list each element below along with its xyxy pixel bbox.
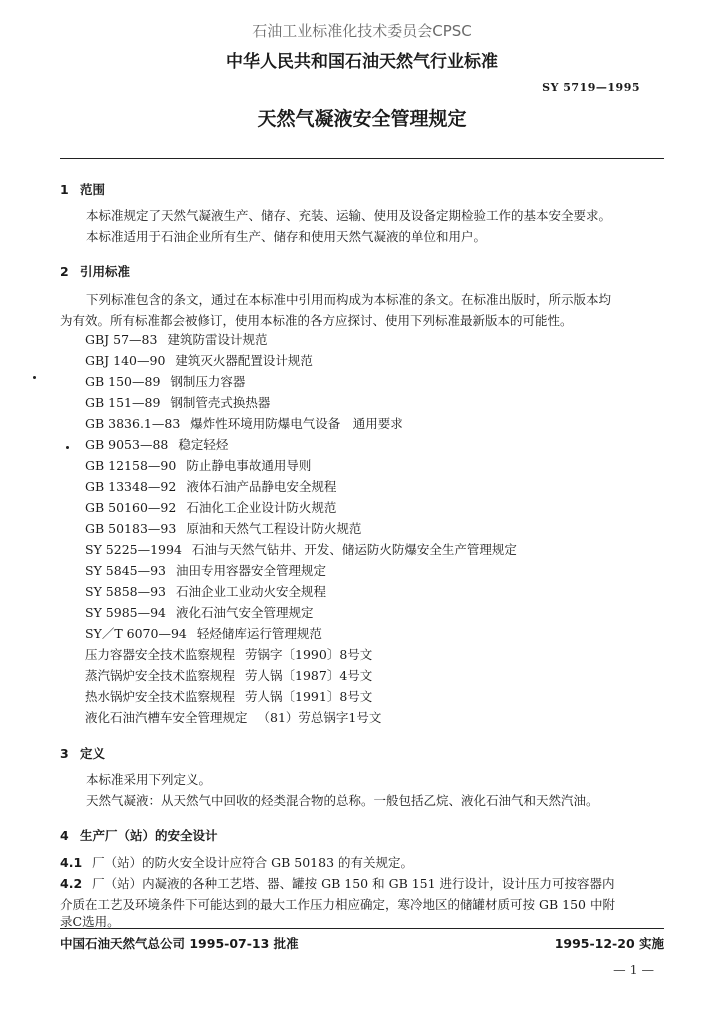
clause-text: 厂（站）内凝液的各种工艺塔、器、罐按 GB 150 和 GB 151 进行设计，设计压力可按容器内 [92, 876, 615, 891]
reference-item: GB 12158—90 防止静电事故通用导则 [85, 458, 312, 473]
section-number: 1 [60, 182, 69, 197]
header-divider [60, 158, 664, 159]
clause-4-2-line-1 [60, 873, 664, 894]
clause-4-1 [60, 852, 664, 873]
section-1-para-2: 本标准适用于石油企业所有生产、储存和使用天然气凝液的单位和用户。 [86, 229, 487, 244]
scan-speck [66, 446, 69, 449]
reference-item: GB 3836.1—83 爆炸性环境用防爆电气设备 通用要求 [85, 416, 403, 431]
section-4-heading [60, 826, 218, 844]
standard-code: SY 5719—1995 [542, 81, 640, 94]
reference-item: SY 5985—94 液化石油气安全管理规定 [85, 605, 314, 620]
reference-item: SY 5225—1994 石油与天然气钻井、开发、储运防火防爆安全生产管理规定 [85, 542, 517, 557]
reference-item: SY 5858—93 石油企业工业动火安全规程 [85, 584, 327, 599]
document-title: 天然气凝液安全管理规定 [257, 108, 467, 130]
section-title: 引用标准 [80, 264, 131, 279]
section-number: 2 [60, 264, 69, 279]
section-title: 定义 [80, 746, 106, 761]
section-3-para-1: 本标准采用下列定义。 [86, 772, 212, 787]
section-1-para-1: 本标准规定了天然气凝液生产、储存、充装、运输、使用及设备定期检验工作的基本安全要求。 [86, 208, 612, 223]
section-number: 3 [60, 746, 69, 761]
clause-number: 4.2 [60, 876, 83, 891]
section-title: 范围 [80, 182, 106, 197]
section-1-heading [60, 180, 105, 198]
reference-item: GB 151—89 钢制管壳式换热器 [85, 395, 271, 410]
reference-item: GB 150—89 钢制压力容器 [85, 374, 246, 389]
section-3-heading [60, 744, 105, 762]
clause-4-2-line-2: 介质在工艺及环境条件下可能达到的最大工作压力相应确定，寒冷地区的储罐材质可按 GB 150 中附 [60, 897, 615, 912]
reference-item: 热水锅炉安全技术监察规程 劳人锅〔1991〕8号文 [85, 689, 373, 704]
section-3-definition: 天然气凝液：从天然气中回收的烃类混合物的总称。一般包括乙烷、液化石油气和天然汽油。 [86, 793, 599, 808]
reference-item: GB 50160—92 石油化工企业设计防火规范 [85, 500, 337, 515]
page-number: — 1 — [613, 962, 654, 977]
reference-item: 蒸汽锅炉安全技术监察规程 劳人锅〔1987〕4号文 [85, 668, 373, 683]
reference-item: SY 5845—93 油田专用容器安全管理规定 [85, 563, 327, 578]
scan-speck [33, 376, 36, 379]
clause-4-2-line-3: 录C选用。 [60, 914, 120, 929]
approval-line: 中国石油天然气总公司 1995-07-13 批准 [60, 936, 299, 951]
reference-item: GBJ 140—90 建筑灭火器配置设计规范 [85, 353, 313, 368]
clause-number: 4.1 [60, 855, 83, 870]
section-title: 生产厂（站）的安全设计 [80, 828, 218, 843]
watermark-header: 石油工业标准化技术委员会CPSC [252, 22, 472, 40]
clause-text: 厂（站）的防火安全设计应符合 GB 50183 的有关规定。 [92, 855, 414, 870]
reference-item: GB 13348—92 液体石油产品静电安全规程 [85, 479, 337, 494]
section-2-heading [60, 262, 130, 280]
reference-item: SY／T 6070—94 轻烃储库运行管理规范 [85, 626, 322, 641]
reference-item: GB 50183—93 原油和天然气工程设计防火规范 [85, 521, 362, 536]
reference-item: 压力容器安全技术监察规程 劳锅字〔1990〕8号文 [85, 647, 373, 662]
effective-date: 1995-12-20 实施 [554, 936, 664, 951]
footer-divider [60, 928, 664, 929]
section-2-intro-line-1: 下列标准包含的条文，通过在本标准中引用而构成为本标准的条文。在标准出版时，所示版本均 [86, 292, 612, 307]
reference-item: 液化石油汽槽车安全管理规定 （81）劳总锅字1号文 [85, 710, 382, 725]
reference-item: GB 9053—88 稳定轻烃 [85, 437, 229, 452]
org-title: 中华人民共和国石油天然气行业标准 [226, 52, 498, 72]
reference-item: GBJ 57—83 建筑防雷设计规范 [85, 332, 268, 347]
section-number: 4 [60, 828, 69, 843]
section-2-intro-line-2: 为有效。所有标准都会被修订，使用本标准的各方应探讨、使用下列标准最新版本的可能性。 [60, 313, 573, 328]
